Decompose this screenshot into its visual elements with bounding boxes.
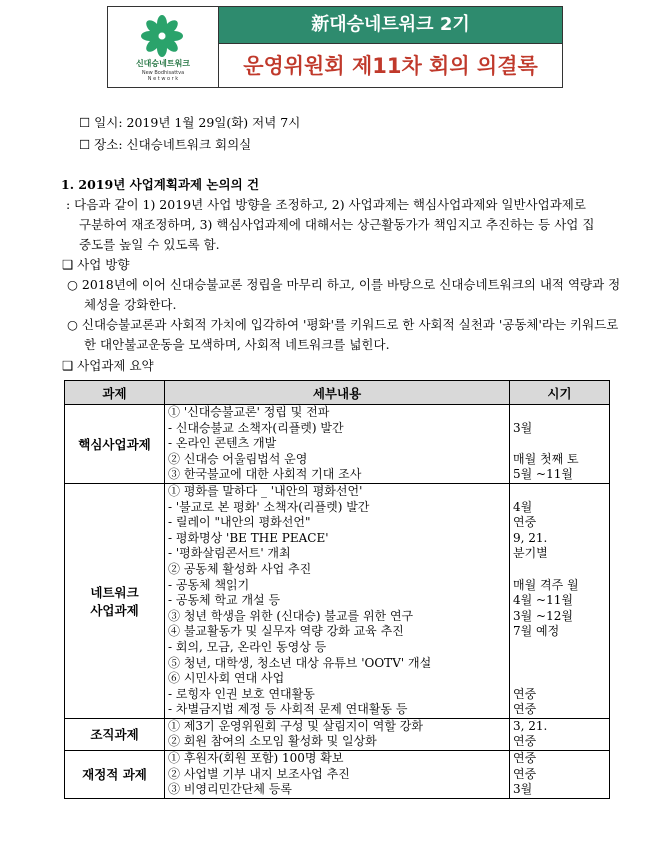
direction-item: ○ 2018년에 이어 신대승불교론 정립을 마무리 하고, 이를 바탕으로 신대승네트워크의 내적 역량과 정 <box>67 277 621 292</box>
detail-line: ⑤ 청년, 대학생, 청소년 대상 유튜브 'OOTV' 개설 <box>168 655 432 670</box>
period-line: 3월 <box>513 782 533 797</box>
period-cell <box>510 405 610 484</box>
detail-line: - '불교로 본 평화' 소책자(리플렛) 발간 <box>168 499 370 514</box>
period-line <box>513 656 606 672</box>
detail-line: ③ 비영리민간단체 등록 <box>168 782 292 797</box>
category-label: 네트워크 <box>90 584 139 600</box>
detail-line: - 평화명상 'BE THE PEACE' <box>168 530 329 545</box>
period-line: 매월 격주 월 <box>513 577 579 592</box>
period-cell <box>510 483 610 718</box>
period-line: 3월 <box>513 420 533 435</box>
document-title: 운영위원회 제11차 회의 의결록 <box>219 43 562 88</box>
detail-line: - 공동체 학교 개설 등 <box>168 593 281 608</box>
details-cell <box>165 718 510 750</box>
period-line: 연중 <box>513 515 537 530</box>
direction-heading: ❑ 사업 방향 <box>62 257 130 272</box>
agenda-intro-line: 구분하여 재조정하며, 3) 핵심사업과제에 대해서는 상근활동가가 책임지고 추진하는 등 사업 집 <box>79 217 595 232</box>
table-row <box>65 405 610 484</box>
details-cell <box>165 483 510 718</box>
category-label: 핵심사업과제 <box>78 436 151 452</box>
meeting-place: ☐ 장소: 신대승네트워크 회의실 <box>79 137 252 152</box>
detail-line: - 공동체 책읽기 <box>168 577 250 592</box>
period-line <box>513 405 606 421</box>
summary-heading: ❑ 사업과제 요약 <box>62 358 154 373</box>
agenda-intro-line: 중도를 높일 수 있도록 함. <box>79 237 220 252</box>
period-line: 연중 <box>513 751 537 766</box>
detail-line: ③ 청년 학생을 위한 (신대승) 불교를 위한 연구 <box>168 608 414 623</box>
category-label: 사업과제 <box>90 602 139 618</box>
task-summary-table <box>64 380 610 799</box>
period-line <box>513 562 606 578</box>
detail-line: ① 제3기 운영위원회 구성 및 살림지이 역할 강화 <box>168 718 423 733</box>
table-row <box>65 718 610 750</box>
detail-line: - 차별금지법 제정 등 사회적 문제 연대활동 등 <box>168 702 408 717</box>
logo <box>108 7 219 87</box>
table-row <box>65 483 610 718</box>
detail-line: ① '신대승불교론' 정립 및 전파 <box>168 405 330 419</box>
header-period: 시기 <box>510 381 610 405</box>
period-line <box>513 640 606 656</box>
period-line <box>513 436 606 452</box>
details-cell <box>165 751 510 799</box>
period-line <box>513 671 606 687</box>
detail-line: ⑥ 시민사회 연대 사업 <box>168 671 285 686</box>
period-line: 연중 <box>513 766 537 781</box>
organization-title: 新대승네트워크 2기 <box>219 7 562 43</box>
period-line: 연중 <box>513 702 537 717</box>
detail-line: ② 신대승 어울림법석 운영 <box>168 451 308 466</box>
period-line: 연중 <box>513 734 537 749</box>
lotus-logo-icon <box>138 14 186 58</box>
agenda-title: 1. 2019년 사업계획과제 논의의 건 <box>61 177 260 192</box>
period-line: 7월 예정 <box>513 624 560 639</box>
meeting-date: ☐ 일시: 2019년 1월 29일(화) 저녁 7시 <box>79 115 301 130</box>
detail-line: ② 사업별 기부 내지 보조사업 추진 <box>168 766 350 781</box>
header-category: 과제 <box>65 381 165 405</box>
period-line: 4월 <box>513 499 533 514</box>
category-cell <box>65 751 165 799</box>
document-header <box>107 6 563 88</box>
detail-line: - 신대승불교 소책자(리플렛) 발간 <box>168 420 344 435</box>
detail-line: - 회의, 모금, 온라인 동영상 등 <box>168 639 327 654</box>
period-line: 연중 <box>513 686 537 701</box>
agenda-intro-line: : 다음과 같이 1) 2019년 사업 방향을 조정하고, 2) 사업과제는 핵심사업과제와 일반사업과제로 <box>66 197 586 212</box>
table-row <box>65 751 610 799</box>
period-line: 4월 ~11월 <box>513 593 573 608</box>
period-line: 3, 21. <box>513 718 548 733</box>
table-header-row <box>65 381 610 405</box>
period-line: 3월 ~12월 <box>513 608 573 623</box>
detail-line: - '평화살림콘서트' 개최 <box>168 546 291 561</box>
details-cell <box>165 405 510 484</box>
category-cell <box>65 718 165 750</box>
category-label: 재정적 과제 <box>82 767 147 783</box>
period-line: 분기별 <box>513 546 548 561</box>
period-line: 9, 21. <box>513 530 548 545</box>
period-line: 매월 첫째 토 <box>513 451 579 466</box>
detail-line: ③ 한국불교에 대한 사회적 기대 조사 <box>168 467 362 482</box>
detail-line: ① 평화를 말하다 _ '내안의 평화선언' <box>168 483 363 498</box>
period-line <box>513 484 606 500</box>
direction-item: 체성을 강화한다. <box>84 297 177 312</box>
detail-line: - 온라인 콘텐츠 개발 <box>168 436 277 451</box>
detail-line: - 로힝자 인권 보호 연대활동 <box>168 686 315 701</box>
category-cell <box>65 405 165 484</box>
category-label: 조직과제 <box>90 727 139 743</box>
detail-line: - 릴레이 "내안의 평화선언" <box>168 515 311 530</box>
direction-item: 한 대안불교운동을 모색하며, 사회적 네트워크를 넓힌다. <box>84 337 390 352</box>
detail-line: ④ 불교활동가 및 실무자 역량 강화 교육 추진 <box>168 624 404 639</box>
category-cell <box>65 483 165 718</box>
logo-subtitle: New Bodhisattva N e t w o r k <box>141 70 185 82</box>
header-details: 세부내용 <box>165 381 510 405</box>
period-cell <box>510 718 610 750</box>
period-cell <box>510 751 610 799</box>
detail-line: ② 공동체 활성화 사업 추진 <box>168 561 312 576</box>
direction-item: ○ 신대승불교론과 사회적 가치에 입각하여 '평화'를 키워드로 한 사회적 실천과 '공동체'라는 키워드로 <box>67 317 619 332</box>
period-line: 5월 ~11월 <box>513 467 573 482</box>
detail-line: ① 후원자(회원 포함) 100명 확보 <box>168 751 344 766</box>
logo-name: 신대승네트워크 <box>135 59 191 68</box>
detail-line: ② 회원 참여의 소모임 활성화 및 일상화 <box>168 734 377 749</box>
